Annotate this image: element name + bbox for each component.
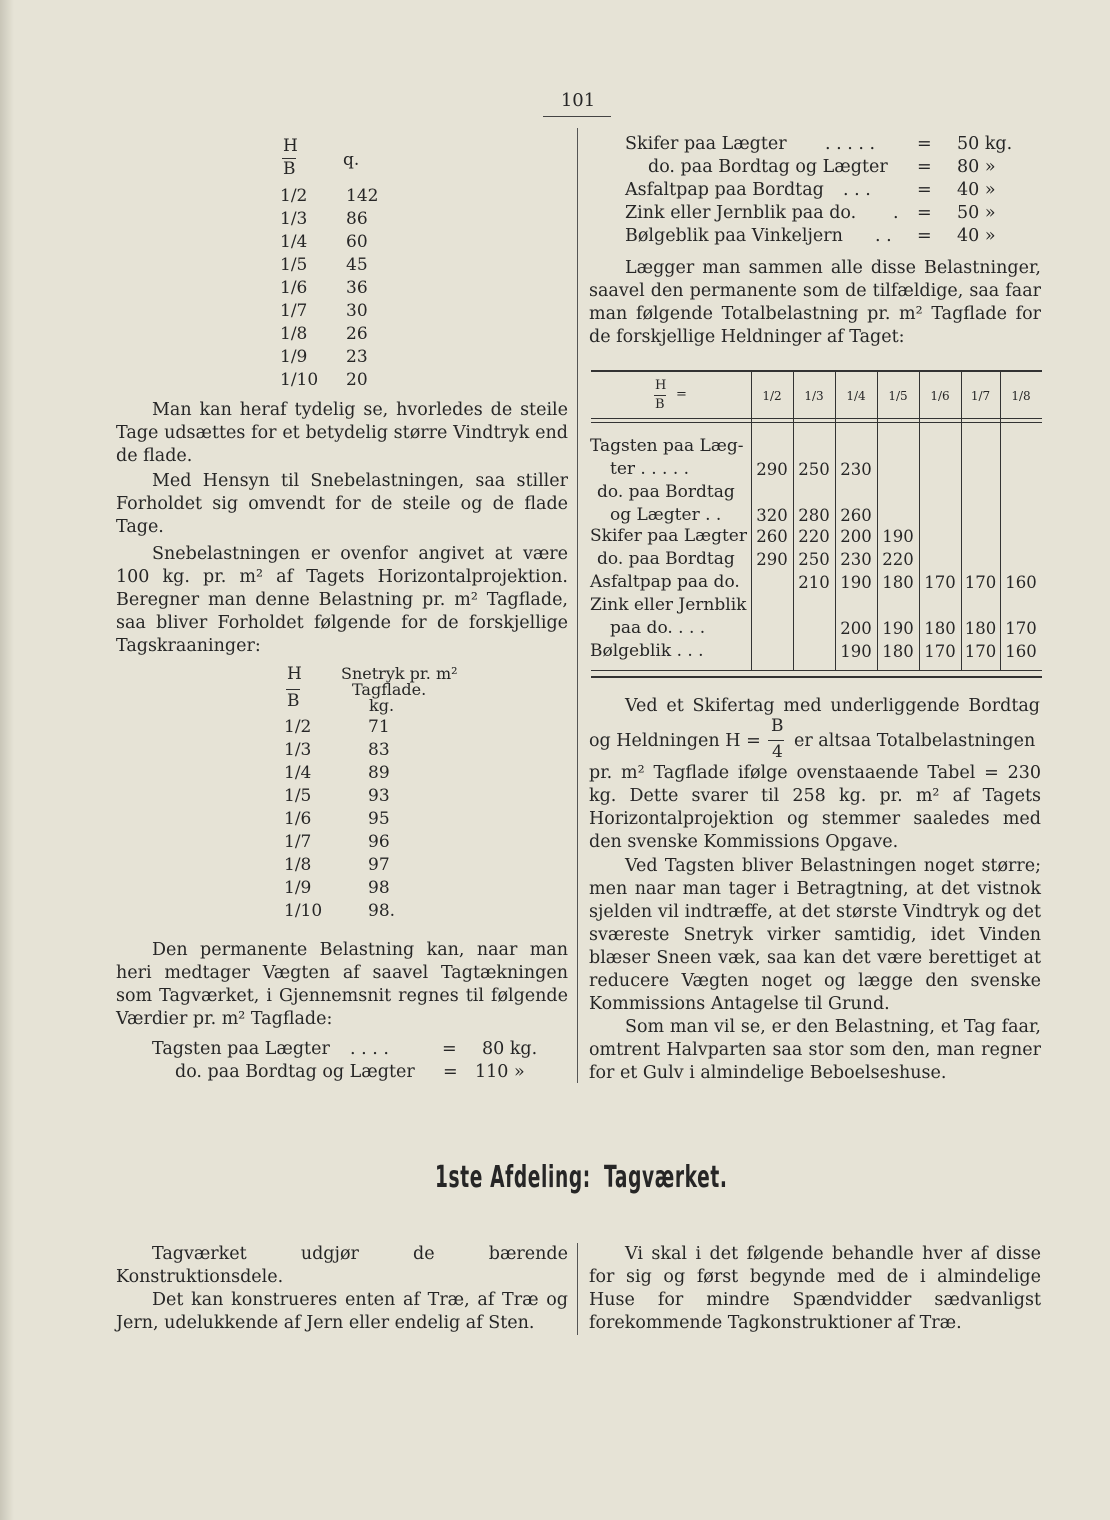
table-cell: 250	[798, 460, 830, 479]
ratio-cell: 1/4	[280, 232, 308, 252]
ratio-cell: 1/8	[284, 855, 312, 875]
p2-frac-num: B	[771, 716, 784, 736]
load-dots: . . . .	[350, 1039, 389, 1059]
right-paragraph-3: Ved Tagsten bliver Belastningen noget større; men naar man tager i Betragtning, at det vistnok sjelden vil indtræffe, at det største Vindtryk og det sværeste Snetryk virker samtidig, idet Vinden blæser Sneen væk, saa kan det være berettiget at reducere Vægten noget og lægge den svenske Kommissions Antagelse til Grund.	[589, 856, 1041, 1014]
load-label: do. paa Bordtag og Lægter	[648, 157, 888, 177]
page-number: 101	[560, 90, 596, 111]
ratio-cell: 1/3	[284, 740, 312, 760]
table-cell: 220	[798, 527, 830, 546]
value-cell: 45	[346, 255, 368, 275]
hb-row	[284, 831, 424, 854]
value-cell: 86	[346, 209, 368, 229]
ratio-cell: 1/7	[284, 832, 312, 852]
left-paragraph-4: Den permanente Belastning kan, naar man heri medtager Vægten af saavel Tagtækningen som Tagværket, i Gjennemsnit regnes til følgende Værdier pr. m² Tagflade:	[116, 940, 568, 1029]
load-value: 50 kg.	[957, 134, 1013, 154]
ratio-cell: 1/6	[284, 809, 312, 829]
load-label: Zink eller Jernblik paa do.	[625, 203, 857, 223]
left-load-row	[152, 1038, 552, 1061]
table-header-eq: =	[676, 387, 687, 402]
value-cell: 95	[368, 809, 390, 829]
snow-header-bar	[286, 689, 300, 690]
table-cell: 180	[882, 573, 914, 592]
p2-frac-bar	[768, 740, 784, 741]
snow-header-b: B	[287, 691, 300, 711]
right-paragraph-4: Som man vil se, er den Belastning, et Tag faar, omtrent Halvparten saa stor som den, man regner for et Gulv i almindelige Beboelseshuse.	[589, 1017, 1041, 1083]
value-cell: 142	[346, 186, 379, 206]
ratio-cell: 1/7	[280, 301, 308, 321]
ratio-cell: 1/4	[284, 763, 312, 783]
p2-line1-text: Ved et Skifertag med underliggende Bordtag	[625, 696, 1040, 716]
table-column-header: 1/4	[846, 389, 866, 403]
bottom-left-paragraph-2: Det kan konstrueres enten af Træ, af Træ og Jern, udelukkende af Jern eller endelig af Sten.	[116, 1290, 568, 1333]
right-paragraph-2-rest: pr. m² Tagflade ifølge ovenstaaende Tabel = 230 kg. Dette svarer til 258 kg. pr. m² af Tagets Horizontalprojektion og stemmer saaledes med den svenske Kommissions Opgave.	[589, 763, 1041, 852]
bottom-left-paragraph-1: Tagværket udgjør de bærende Konstruktionsdele.	[116, 1244, 568, 1287]
table-row-label: paa do. . . .	[610, 618, 706, 638]
table-header-rule-2	[591, 422, 1042, 423]
table-cell: 320	[756, 506, 788, 525]
load-value: 40 »	[957, 180, 996, 200]
table-column-header: 1/8	[1011, 389, 1031, 403]
table-cell: 190	[882, 619, 914, 638]
table-cell: 180	[882, 642, 914, 661]
table-row-label: do. paa Bordtag	[597, 482, 735, 502]
value-cell: 36	[346, 278, 368, 298]
hb-row	[280, 300, 420, 323]
hb-row	[284, 854, 424, 877]
table-cell: 180	[964, 619, 997, 638]
table-cell: 220	[882, 550, 914, 569]
q-header-q: q.	[343, 150, 360, 170]
value-cell: 93	[368, 786, 390, 806]
right-load-row	[625, 133, 1025, 156]
ratio-cell: 1/10	[284, 901, 323, 921]
table-row-label: Asfaltpap paa do.	[590, 572, 740, 592]
ratio-cell: 1/6	[280, 278, 308, 298]
bottom-right-paragraph-1: Vi skal i det følgende behandle hver af disse for sig og først begynde med de i almindelige Huse for mindre Spændvidder sædvanligst forekommende Tagkonstruktioner af Træ.	[589, 1244, 1041, 1333]
load-value: 110 »	[475, 1062, 525, 1082]
table-cell: 260	[756, 527, 788, 546]
load-eq: =	[917, 203, 932, 223]
left-paragraph-1: Man kan heraf tydelig se, hvorledes de steile Tage udsættes for et betydelig større Vindtryk end de flade.	[116, 400, 568, 466]
table-cell: 230	[840, 550, 872, 569]
table-cell: 290	[756, 550, 788, 569]
hb-row	[280, 254, 420, 277]
load-eq: =	[917, 180, 932, 200]
value-cell: 23	[346, 347, 368, 367]
table-header-rule	[591, 418, 1042, 419]
q-header-h: H	[283, 136, 298, 156]
table-bottom-rule	[591, 670, 1042, 671]
hb-row	[280, 277, 420, 300]
load-eq: =	[917, 157, 932, 177]
right-paragraph-2-line1	[625, 695, 1040, 718]
table-row-label: Skifer paa Lægter	[590, 526, 747, 546]
table-header-bar	[654, 395, 666, 396]
table-cell: 170	[924, 642, 956, 661]
load-eq: =	[917, 226, 932, 246]
p2-line2-post: er altsaa Totalbelastningen	[794, 731, 1036, 751]
p2-line2-pre: og Heldningen H =	[589, 731, 761, 751]
table-cell: 160	[1005, 573, 1037, 592]
q-header-b: B	[283, 159, 296, 179]
left-load-row	[175, 1061, 555, 1084]
table-cell: 200	[840, 619, 872, 638]
table-cell: 190	[840, 573, 872, 592]
hb-row	[284, 762, 424, 785]
value-cell: 98.	[368, 901, 396, 921]
table-cell: 250	[798, 550, 830, 569]
value-cell: 96	[368, 832, 390, 852]
table-column-header: 1/2	[762, 389, 782, 403]
load-value: 80 kg.	[482, 1039, 538, 1059]
table-cell: 170	[964, 573, 997, 592]
load-value: 50 »	[957, 203, 996, 223]
table-cell: 210	[798, 573, 830, 592]
hb-row	[280, 369, 420, 392]
table-bottom-rule-2	[591, 676, 1042, 678]
table-cell: 190	[840, 642, 872, 661]
right-paragraph-2-line2	[589, 716, 1041, 766]
table-row-label: Zink eller Jernblik	[590, 595, 747, 615]
load-value: 40 »	[957, 226, 996, 246]
value-cell: 89	[368, 763, 390, 783]
ratio-cell: 1/8	[280, 324, 308, 344]
table-cell: 170	[964, 642, 997, 661]
table-column-header: 1/7	[970, 389, 991, 403]
right-load-row	[625, 202, 1025, 225]
load-label: Tagsten paa Lægter	[152, 1039, 330, 1059]
section-title-left: 1ste Afdeling:	[435, 1160, 591, 1195]
hb-row	[280, 323, 420, 346]
table-row-label: Tagsten paa Læg-	[590, 436, 744, 456]
value-cell: 60	[346, 232, 368, 252]
ratio-cell: 1/5	[284, 786, 312, 806]
table-cell: 230	[840, 460, 872, 479]
ratio-cell: 1/3	[280, 209, 308, 229]
table-cell: 160	[1005, 642, 1037, 661]
table-row-label: ter . . . . .	[610, 459, 690, 479]
left-paragraph-3: Snebelastningen er ovenfor angivet at være 100 kg. pr. m² af Tagets Horizontalprojektion. Beregner man denne Belastning pr. m² Tagflade, saa bliver Forholdet følgende for de forskjellige Tagskraaninger:	[116, 544, 568, 656]
load-eq: =	[917, 134, 932, 154]
load-eq: =	[443, 1062, 458, 1082]
hb-row	[284, 785, 424, 808]
right-paragraph-1: Lægger man sammen alle disse Belastninger, saavel den permanente som de tilfældige, saa faar man følgende Totalbelastning pr. m² Tagflade for de forskjellige Heldninger af Taget:	[589, 258, 1041, 347]
hb-row	[280, 185, 420, 208]
column-separator-bottom	[577, 1243, 578, 1335]
table-top-rule	[591, 370, 1042, 372]
left-paragraph-2: Med Hensyn til Snebelastningen, saa stiller Forholdet sig omvendt for de steile og de flade Tage.	[116, 471, 568, 537]
table-cell: 260	[840, 506, 872, 525]
table-cell: 190	[882, 527, 914, 546]
table-column-header: 1/5	[888, 389, 908, 403]
table-row-label: Bølgeblik . . .	[590, 641, 704, 661]
ratio-cell: 1/10	[280, 370, 319, 390]
load-eq: =	[442, 1039, 457, 1059]
table-header-h: H	[655, 378, 667, 393]
page-edge	[0, 0, 14, 1520]
right-load-row	[625, 225, 1025, 248]
hb-row	[284, 900, 424, 923]
right-load-row	[625, 179, 1025, 202]
ratio-cell: 1/2	[284, 717, 312, 737]
hb-row	[284, 877, 424, 900]
hb-row	[284, 808, 424, 831]
hb-row	[284, 739, 424, 762]
right-load-row	[648, 156, 1025, 179]
table-cell: 290	[756, 460, 788, 479]
table-row-label: og Lægter . .	[610, 505, 722, 525]
table-cell: 170	[924, 573, 956, 592]
value-cell: 97	[368, 855, 390, 875]
value-cell: 26	[346, 324, 368, 344]
column-separator-top	[577, 128, 578, 1083]
hb-row	[280, 231, 420, 254]
table-cell: 170	[1005, 619, 1037, 638]
load-label: Skifer paa Lægter	[625, 134, 787, 154]
hb-row	[280, 346, 420, 369]
value-cell: 83	[368, 740, 390, 760]
table-header-b: B	[655, 397, 665, 412]
load-dots: . . . . .	[825, 134, 876, 154]
ratio-cell: 1/2	[280, 186, 308, 206]
table-cell: 280	[798, 506, 830, 525]
hb-row	[280, 208, 420, 231]
load-dots: . . .	[843, 180, 871, 200]
table-column-header: 1/3	[804, 389, 824, 403]
ratio-cell: 1/5	[280, 255, 308, 275]
snow-header-h: H	[287, 664, 302, 684]
load-label: Asfaltpap paa Bordtag	[625, 180, 824, 200]
table-cell: 200	[840, 527, 872, 546]
value-cell: 30	[346, 301, 368, 321]
page-number-rule	[543, 116, 611, 117]
hb-row	[284, 716, 424, 739]
snow-header-line2: Tagflade.	[352, 680, 427, 699]
load-label: do. paa Bordtag og Lægter	[175, 1062, 415, 1082]
table-column-header: 1/6	[930, 389, 950, 403]
load-dots: . .	[875, 226, 892, 246]
load-label: Bølgeblik paa Vinkeljern	[625, 226, 843, 246]
value-cell: 98	[368, 878, 390, 898]
p2-frac-den: 4	[772, 742, 783, 762]
value-cell: 71	[368, 717, 390, 737]
load-value: 80 »	[957, 157, 996, 177]
value-cell: 20	[346, 370, 368, 390]
section-title-right: Tagværket.	[604, 1160, 728, 1195]
table-cell: 180	[924, 619, 956, 638]
ratio-cell: 1/9	[284, 878, 312, 898]
snow-header-line1: Snetryk pr. m²	[341, 664, 458, 683]
ratio-cell: 1/9	[280, 347, 308, 367]
load-dots: .	[893, 203, 899, 223]
table-row-label: do. paa Bordtag	[597, 549, 735, 569]
snow-header-line3: kg.	[369, 696, 395, 715]
